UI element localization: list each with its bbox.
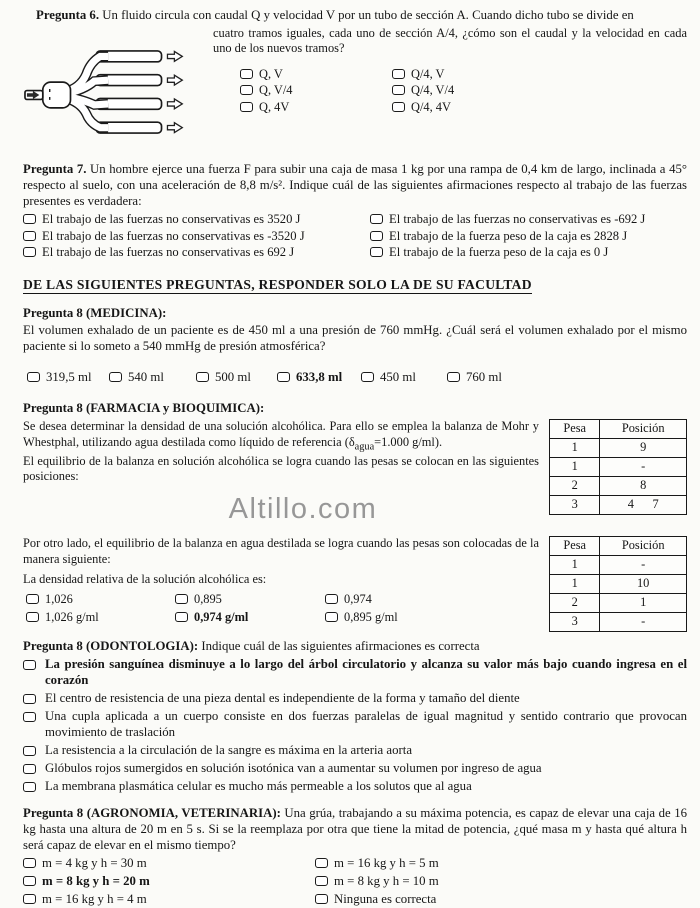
farmacia-paragraph-1: Se desea determinar la densidad de una solución alcohólica. Para ello se emplea la balanza de Mohr y Whestphal, utilizando agua destilada como líquido de referencia ($\delta_{agua}=1.000$ g/ml). (23, 419, 539, 452)
checkbox-icon[interactable] (315, 858, 328, 868)
question-6-text-cont: cuatro tramos iguales, cada uno de sección A/4, ¿cómo son el caudal y la velocidad en cada uno de los nuevos tramos? (213, 25, 687, 56)
option-label: 0,974 (344, 591, 372, 606)
table-cell: - (600, 458, 687, 477)
answer-option[interactable] (26, 592, 175, 608)
answer-option[interactable] (175, 610, 325, 626)
checkbox-icon[interactable] (392, 85, 405, 95)
table-row (550, 458, 687, 477)
table-cell: 1 (550, 556, 600, 575)
option-label: 0,974 g/ml (194, 610, 249, 625)
checkbox-icon[interactable] (392, 69, 405, 79)
table-cell: 4 7 (600, 496, 687, 515)
answer-option[interactable] (315, 892, 687, 908)
section-header-text: DE LAS SIGUIENTES PREGUNTAS, RESPONDER SOLO LA DE SU FACULTAD (23, 277, 532, 293)
table-header-pesa: Pesa (550, 420, 600, 439)
answer-option[interactable] (277, 370, 361, 386)
option-label: 633,8 ml (296, 370, 343, 385)
answer-option[interactable] (392, 83, 687, 99)
answer-option[interactable] (23, 874, 315, 890)
option-label: El trabajo de la fuerza peso de la caja es 0 J (389, 245, 609, 260)
table-row (550, 594, 687, 613)
answer-option[interactable] (23, 892, 315, 908)
table-cell: - (600, 556, 687, 575)
table-row (550, 613, 687, 632)
option-label: 450 ml (380, 370, 416, 385)
answer-option[interactable] (23, 212, 370, 228)
question-7 (23, 162, 687, 261)
question-8-odontologia-intro (23, 639, 687, 655)
option-label: El trabajo de las fuerzas no conservativas es -3520 J (42, 228, 305, 243)
answer-option[interactable] (23, 657, 687, 689)
answer-option[interactable] (240, 100, 392, 116)
table-header-posicion: Posición (600, 420, 687, 439)
answer-option[interactable] (325, 592, 495, 608)
table-header-row (550, 537, 687, 556)
option-label: El trabajo de la fuerza peso de la caja es 2828 J (389, 228, 628, 243)
answer-option[interactable] (23, 229, 370, 245)
option-label: El trabajo de las fuerzas no conservativas es 3520 J (42, 211, 301, 226)
checkbox-icon[interactable] (370, 247, 383, 257)
option-label: La presión sanguínea disminuye a lo largo del árbol circulatorio y alcanza su valor más bajo cuando ingresa en el corazón (45, 657, 687, 688)
question-8-farmacia (23, 401, 687, 632)
option-label: Glóbulos rojos sumergidos en solución isotónica van a aumentar su volumen por ingreso de agua (45, 761, 542, 776)
question-6-intro (23, 8, 687, 24)
farmacia-block-1 (23, 419, 687, 529)
checkbox-icon[interactable] (240, 85, 253, 95)
table-cell: 8 (600, 477, 687, 496)
question-8-odontologia-text: Indique cuál de las siguientes afirmaciones es correcta (201, 639, 480, 654)
question-6 (23, 8, 687, 151)
answer-option[interactable] (315, 874, 687, 890)
option-label: Q/4, 4V (411, 99, 451, 114)
table-cell: 2 (550, 477, 600, 496)
question-8-farmacia-options (26, 592, 539, 626)
option-label: Q, V/4 (259, 83, 293, 98)
checkbox-icon[interactable] (27, 372, 40, 382)
answer-option[interactable] (23, 245, 370, 261)
answer-option[interactable] (26, 610, 175, 626)
table-cell: 1 (550, 458, 600, 477)
question-8-medicina-text: El volumen exhalado de un paciente es de 450 ml a una presión de 760 mmHg. ¿Cuál será el volumen exhalado por el mismo paciente si lo someto a 540 mmHg de presión atmosférica? (23, 323, 687, 354)
answer-option[interactable] (23, 761, 687, 777)
answer-option[interactable] (23, 709, 687, 741)
checkbox-icon[interactable] (196, 372, 209, 382)
checkbox-icon[interactable] (175, 612, 188, 622)
checkbox-icon[interactable] (240, 69, 253, 79)
farmacia-paragraph-2: El equilibrio de la balanza en solución alcohólica se logra cuando las pesas se colocan en las siguientes posiciones: (23, 453, 539, 484)
option-label: El trabajo de las fuerzas no conservativas es 692 J (42, 245, 295, 260)
answer-option[interactable] (175, 592, 325, 608)
checkbox-icon[interactable] (315, 894, 328, 904)
table-row (550, 556, 687, 575)
checkbox-icon[interactable] (23, 660, 36, 670)
checkbox-icon[interactable] (447, 372, 460, 382)
answer-option[interactable] (447, 370, 687, 386)
outlet-arrow-icon (167, 51, 182, 61)
checkbox-icon[interactable] (23, 712, 36, 722)
table-cell: 1 (600, 594, 687, 613)
option-label: Q/4, V/4 (411, 83, 455, 98)
question-8-odontologia (23, 639, 687, 795)
table-header-pesa: Pesa (550, 537, 600, 556)
checkbox-icon[interactable] (277, 372, 290, 382)
question-8-agronomia (23, 806, 687, 908)
table-row (550, 477, 687, 496)
option-label: 1,026 (45, 591, 73, 606)
checkbox-icon[interactable] (23, 876, 36, 886)
table-row (550, 496, 687, 515)
answer-option[interactable] (315, 856, 687, 872)
question-7-text: Un hombre ejerce una fuerza F para subir una caja de masa 1 kg por una rampa de 0,4 km de largo, inclinada a 45° respecto al suelo, con una aceleración de 8,8 m/s². Indique cuál de las siguientes afirmaciones respecto al trabajo de las fuerzas presentes es verdadera: (23, 161, 687, 208)
tube-branching-diagram (23, 26, 213, 151)
question-8-medicina-label: Pregunta 8 (MEDICINA): (23, 306, 167, 321)
question-8-medicina (23, 306, 687, 386)
answer-option[interactable] (370, 229, 687, 245)
answer-option[interactable] (392, 67, 687, 83)
checkbox-icon[interactable] (23, 214, 36, 224)
checkbox-icon[interactable] (23, 231, 36, 241)
option-label: La resistencia a la circulación de la sangre es máxima en la arteria aorta (45, 743, 413, 758)
question-8-agronomia-intro (23, 806, 687, 854)
table-header-row (550, 420, 687, 439)
answer-option[interactable] (240, 83, 392, 99)
answer-option[interactable] (370, 245, 687, 261)
table-header-posicion: Posición (600, 537, 687, 556)
option-label: 540 ml (128, 370, 164, 385)
water-weights-table (549, 536, 687, 632)
question-8-medicina-options (27, 370, 687, 386)
checkbox-icon[interactable] (325, 594, 338, 604)
checkbox-icon[interactable] (23, 247, 36, 257)
answer-option[interactable] (240, 67, 392, 83)
checkbox-icon[interactable] (325, 612, 338, 622)
answer-option[interactable] (196, 370, 277, 386)
option-label: 1,026 g/ml (45, 610, 99, 625)
checkbox-icon[interactable] (370, 231, 383, 241)
farmacia-paragraph-3: Por otro lado, el equilibrio de la balanza en agua destilada se logra cuando las pesas son colocadas de la manera siguiente: (23, 536, 539, 566)
question-7-label: Pregunta 7. (23, 161, 87, 176)
table-cell: 1 (550, 575, 600, 594)
option-label: m = 16 kg y h = 5 m (334, 855, 439, 870)
table-cell: 3 (550, 613, 600, 632)
outlet-arrow-icon (167, 123, 182, 133)
answer-option[interactable] (27, 370, 109, 386)
option-label: m = 4 kg y h = 30 m (42, 855, 147, 870)
answer-option[interactable] (109, 370, 196, 386)
answer-option[interactable] (325, 610, 495, 626)
question-8-odontologia-label: Pregunta 8 (ODONTOLOGIA): (23, 639, 199, 654)
question-8-farmacia-label: Pregunta 8 (FARMACIA y BIOQUIMICA): (23, 401, 265, 416)
option-label: Q, V (259, 66, 283, 81)
option-label: Ninguna es correcta (334, 891, 437, 906)
farmacia-paragraph-4: La densidad relativa de la solución alcohólica es: (23, 572, 267, 587)
option-label: 0,895 g/ml (344, 610, 398, 625)
outlet-arrow-icon (167, 75, 182, 85)
answer-option[interactable] (23, 856, 315, 872)
table-cell: 1 (550, 439, 600, 458)
question-6-text: Un fluido circula con caudal Q y velocidad V por un tubo de sección A. Cuando dicho tubo se divide en (102, 8, 634, 22)
checkbox-icon[interactable] (26, 612, 39, 622)
checkbox-icon[interactable] (26, 594, 39, 604)
question-6-label: Pregunta 6. (36, 8, 100, 22)
question-7-intro (23, 162, 687, 210)
outlet-arrow-icon (167, 99, 182, 109)
option-label: El trabajo de las fuerzas no conservativas es -692 J (389, 211, 646, 226)
watermark: Altillo.com (228, 492, 378, 525)
question-6-options (240, 67, 687, 116)
checkbox-icon[interactable] (109, 372, 122, 382)
answer-option[interactable] (361, 370, 447, 386)
table-cell: 9 (600, 439, 687, 458)
option-label: 0,895 (194, 591, 222, 606)
checkbox-icon[interactable] (315, 876, 328, 886)
option-label: m = 8 kg y h = 20 m (42, 873, 150, 888)
question-8-agronomia-options (23, 856, 687, 908)
checkbox-icon[interactable] (175, 594, 188, 604)
checkbox-icon[interactable] (23, 782, 36, 792)
table-row (550, 575, 687, 594)
option-label: Q, 4V (259, 99, 290, 114)
tube-branching-illustration (23, 42, 211, 146)
checkbox-icon[interactable] (23, 694, 36, 704)
question-8-agronomia-label: Pregunta 8 (AGRONOMIA, VETERINARIA): (23, 806, 281, 821)
option-label: El centro de resistencia de una pieza dental es independiente de la forma y tamaño del diente (45, 691, 520, 706)
answer-option[interactable] (23, 779, 687, 795)
option-label: Q/4, V (411, 66, 445, 81)
checkbox-icon[interactable] (240, 102, 253, 112)
option-label: 319,5 ml (46, 370, 92, 385)
question-8-agronomia-text: Una grúa, trabajando a su máxima potencia, es capaz de elevar una caja de 16 kg hasta una altura de 20 m en 5 s. Si se la reemplaza por otra que tiene la mitad de potencia, ¿qué masa m y hasta qué altura h será capaz de elevar en el mismo tiempo? (23, 806, 687, 852)
answer-option[interactable] (370, 212, 687, 228)
answer-option[interactable] (23, 743, 687, 759)
checkbox-icon[interactable] (23, 858, 36, 868)
option-label: m = 8 kg y h = 10 m (334, 873, 439, 888)
checkbox-icon[interactable] (23, 764, 36, 774)
option-label: m = 16 kg y h = 4 m (42, 891, 147, 906)
alcohol-weights-table (549, 419, 687, 515)
checkbox-icon[interactable] (392, 102, 405, 112)
subscript-agua: agua (354, 441, 375, 452)
table-cell: - (600, 613, 687, 632)
table-row (550, 439, 687, 458)
question-7-options (23, 212, 687, 261)
checkbox-icon[interactable] (370, 214, 383, 224)
farmacia-block-2 (23, 536, 687, 632)
option-label: La membrana plasmática celular es mucho más permeable a los solutos que al agua (45, 779, 472, 794)
option-label: 760 ml (466, 370, 502, 385)
answer-option[interactable] (23, 691, 687, 707)
table-cell: 2 (550, 594, 600, 613)
checkbox-icon[interactable] (23, 894, 36, 904)
table-cell: 3 (550, 496, 600, 515)
table-cell: 10 (600, 575, 687, 594)
answer-option[interactable] (392, 100, 687, 116)
checkbox-icon[interactable] (23, 746, 36, 756)
option-label: Una cupla aplicada a un cuerpo consiste en dos fuerzas paralelas de igual magnitud y sentido contrario que provocan movimiento de traslación (45, 709, 687, 740)
option-label: 500 ml (215, 370, 251, 385)
section-header (23, 277, 687, 294)
checkbox-icon[interactable] (361, 372, 374, 382)
